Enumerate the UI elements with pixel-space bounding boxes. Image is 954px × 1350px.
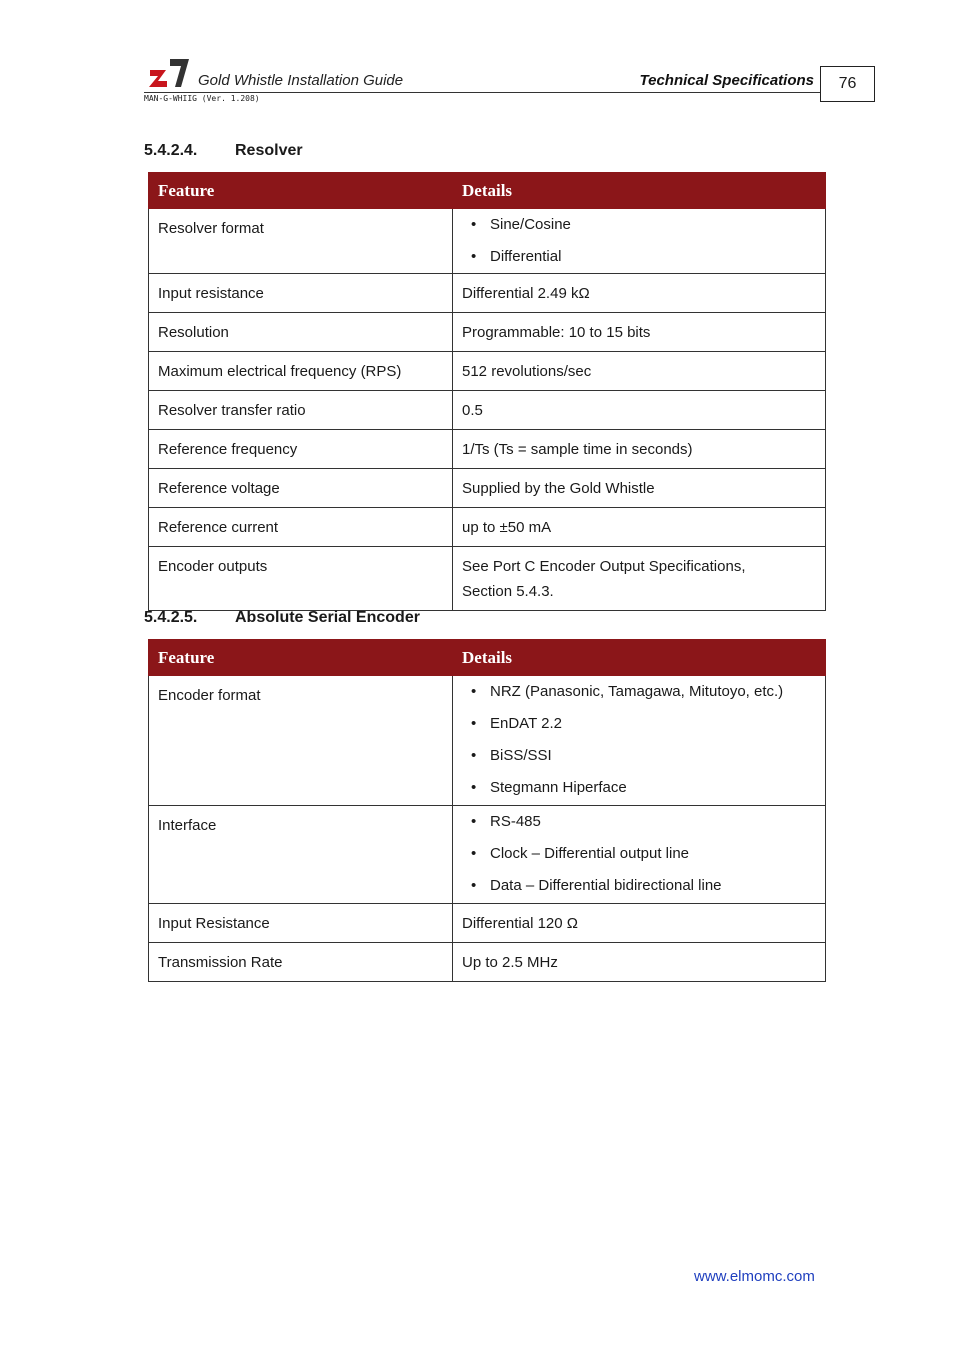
details-cell: Up to 2.5 MHz bbox=[453, 943, 826, 982]
elmo-logo bbox=[148, 57, 190, 89]
website-link[interactable]: www.elmomc.com bbox=[694, 1268, 815, 1285]
details-cell bbox=[453, 209, 826, 274]
column-header-details: Details bbox=[453, 640, 826, 676]
table-row bbox=[149, 508, 826, 547]
details-cell: Differential 2.49 kΩ bbox=[453, 274, 826, 313]
table-row bbox=[149, 547, 826, 611]
absolute-serial-table bbox=[148, 639, 826, 982]
feature-cell: Reference current bbox=[149, 508, 453, 547]
table-row bbox=[149, 313, 826, 352]
list-item: • Sine/Cosine bbox=[490, 209, 816, 241]
table-row bbox=[149, 352, 826, 391]
feature-cell: Resolver format bbox=[149, 209, 453, 274]
list-item: • Stegmann Hiperface bbox=[490, 772, 816, 804]
table-row bbox=[149, 430, 826, 469]
column-header-details: Details bbox=[453, 173, 826, 209]
feature-cell: Input Resistance bbox=[149, 904, 453, 943]
table-row bbox=[149, 274, 826, 313]
table-header-row bbox=[149, 640, 826, 676]
table-row bbox=[149, 209, 826, 274]
feature-cell: Resolver transfer ratio bbox=[149, 391, 453, 430]
header-divider bbox=[144, 92, 820, 93]
table-header-row bbox=[149, 173, 826, 209]
table-row bbox=[149, 904, 826, 943]
resolver-section-title: Resolver bbox=[235, 142, 303, 159]
list-item: • BiSS/SSI bbox=[490, 740, 816, 772]
details-cell: up to ±50 mA bbox=[453, 508, 826, 547]
table-row bbox=[149, 943, 826, 982]
document-title: Gold Whistle Installation Guide bbox=[198, 72, 404, 89]
column-header-feature: Feature bbox=[149, 173, 453, 209]
details-line: Section 5.4.3. bbox=[462, 583, 554, 600]
feature-cell: Maximum electrical frequency (RPS) bbox=[149, 352, 453, 391]
table-row bbox=[149, 391, 826, 430]
details-cell: Programmable: 10 to 15 bits bbox=[453, 313, 826, 352]
feature-cell: Encoder format bbox=[149, 676, 453, 806]
details-bullet-list bbox=[462, 806, 816, 902]
page-number: 76 bbox=[820, 66, 875, 102]
absolute-serial-section-number: 5.4.2.5. bbox=[144, 609, 198, 626]
list-item: • NRZ (Panasonic, Tamagawa, Mitutoyo, etc.) bbox=[490, 676, 816, 708]
table-row bbox=[149, 806, 826, 904]
details-bullet-list bbox=[462, 676, 816, 804]
details-bullet-list bbox=[462, 209, 816, 273]
table-row bbox=[149, 469, 826, 508]
feature-cell: Encoder outputs bbox=[149, 547, 453, 611]
details-cell bbox=[453, 806, 826, 904]
details-cell bbox=[453, 676, 826, 806]
feature-cell: Input resistance bbox=[149, 274, 453, 313]
list-item: • Data – Differential bidirectional line bbox=[490, 870, 816, 902]
details-cell: 0.5 bbox=[453, 391, 826, 430]
table-row bbox=[149, 676, 826, 806]
column-header-feature: Feature bbox=[149, 640, 453, 676]
details-cell bbox=[453, 547, 826, 611]
details-cell: 1/Ts (Ts = sample time in seconds) bbox=[453, 430, 826, 469]
list-item: • Differential bbox=[490, 241, 816, 273]
resolver-section-number: 5.4.2.4. bbox=[144, 142, 198, 159]
resolver-heading bbox=[144, 142, 303, 160]
section-title: Technical Specifications bbox=[639, 72, 814, 89]
details-cell: Supplied by the Gold Whistle bbox=[453, 469, 826, 508]
feature-cell: Transmission Rate bbox=[149, 943, 453, 982]
list-item: • EnDAT 2.2 bbox=[490, 708, 816, 740]
list-item: • RS-485 bbox=[490, 806, 816, 838]
feature-cell: Reference voltage bbox=[149, 469, 453, 508]
details-cell: Differential 120 Ω bbox=[453, 904, 826, 943]
resolver-table bbox=[148, 172, 826, 611]
details-line: See Port C Encoder Output Specifications, bbox=[462, 558, 746, 575]
feature-cell: Interface bbox=[149, 806, 453, 904]
absolute-serial-section-title: Absolute Serial Encoder bbox=[235, 609, 420, 626]
list-item: • Clock – Differential output line bbox=[490, 838, 816, 870]
feature-cell: Resolution bbox=[149, 313, 453, 352]
details-cell: 512 revolutions/sec bbox=[453, 352, 826, 391]
absolute-serial-heading bbox=[144, 609, 420, 627]
document-version: MAN-G-WHIIG (Ver. 1.208) bbox=[144, 94, 260, 103]
feature-cell: Reference frequency bbox=[149, 430, 453, 469]
